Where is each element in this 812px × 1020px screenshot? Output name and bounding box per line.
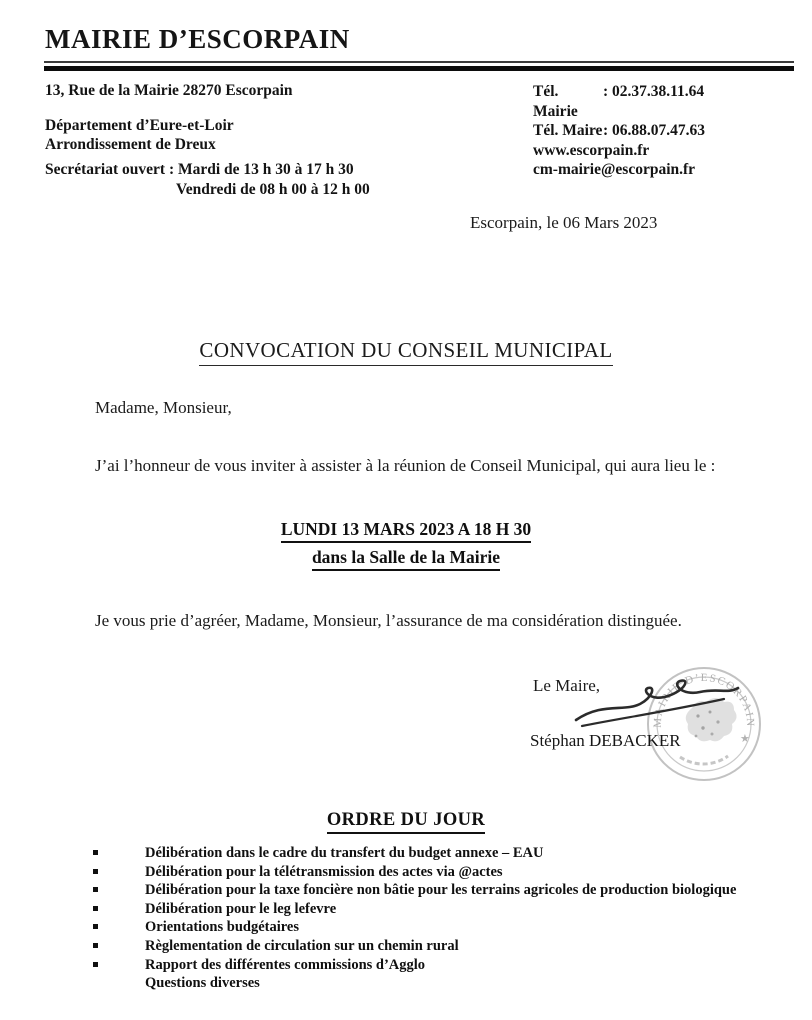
contact-block [533,82,793,180]
header-rule-thick [44,66,794,71]
phone-mairie-label: Tél. Mairie [533,83,578,120]
agenda-item: Délibération pour la télétransmission des actes via @actes [0,863,812,882]
org-address: 13, Rue de la Mairie 28270 Escorpain [45,82,293,99]
org-name: MAIRIE D’ESCORPAIN [45,24,350,54]
agenda-heading: ORDRE DU JOUR [327,810,485,834]
stamp-star-icon: ★ [740,733,750,745]
org-arrondissement: Arrondissement de Dreux [45,136,216,153]
bullet-square-icon [93,887,98,892]
secretariat-hours-line1: Secrétariat ouvert : Mardi de 13 h 30 à 17 h 30 [45,161,354,178]
agenda-item: Questions diverses [145,975,260,992]
doc-title-wrap [0,338,812,366]
signatory-role: Le Maire, [533,676,601,695]
agenda-list [0,844,812,993]
bullet-square-icon [93,850,98,855]
email-row [533,160,793,180]
bullet-square-icon [93,869,98,874]
agenda-item: Orientations budgétaires [0,918,812,937]
header-rule-thin [44,61,794,63]
bullet-square-icon [93,924,98,929]
org-department: Département d’Eure-et-Loir [45,117,234,134]
meeting-place: dans la Salle de la Mairie [312,547,500,571]
phone-maire-value: : 06.88.07.47.63 [603,122,706,139]
website-text: www.escorpain.fr [533,141,650,159]
signature-icon [572,668,742,738]
meeting-block [0,519,812,575]
secretariat-hours-line2: Vendredi de 08 h 00 à 12 h 00 [176,181,370,198]
doc-title: CONVOCATION DU CONSEIL MUNICIPAL [199,338,612,366]
agenda-item: Délibération pour le leg lefevre [0,900,812,919]
meeting-datetime: LUNDI 13 MARS 2023 A 18 H 30 [281,519,531,543]
bullet-square-icon [93,943,98,948]
bullet-square-icon [93,906,98,911]
phone-mairie-row [533,82,793,121]
website-row [533,141,793,161]
phone-maire-label: Tél. Maire [533,122,603,139]
agenda-item: Délibération dans le cadre du transfert du budget annexe – EAU [0,844,812,863]
closing-paragraph: Je vous prie d’agréer, Madame, Monsieur, l’assurance de ma considération distinguée. [95,611,682,630]
agenda-item: Règlementation de circulation sur un chemin rural [0,937,812,956]
signatory-name: Stéphan DEBACKER [530,731,681,750]
dateline: Escorpain, le 06 Mars 2023 [470,213,658,232]
agenda-item: Délibération pour la taxe foncière non bâtie pour les terrains agricoles de production biologique [0,881,812,900]
phone-maire-row [533,121,793,141]
stamp-curved-text: MAIRIE D’ESCORPAIN [651,671,757,728]
agenda-item: Rapport des différentes commissions d’Agglo [0,956,812,975]
phone-mairie-value: : 02.37.38.11.64 [603,83,705,100]
agenda-heading-wrap [0,810,812,834]
bullet-square-icon [93,962,98,967]
intro-paragraph: J’ai l’honneur de vous inviter à assister à la réunion de Conseil Municipal, qui aura lieu le : [95,456,716,475]
email-text: cm-mairie@escorpain.fr [533,161,696,178]
salutation: Madame, Monsieur, [95,398,232,417]
stamp-bottom-text-marks [680,756,728,764]
